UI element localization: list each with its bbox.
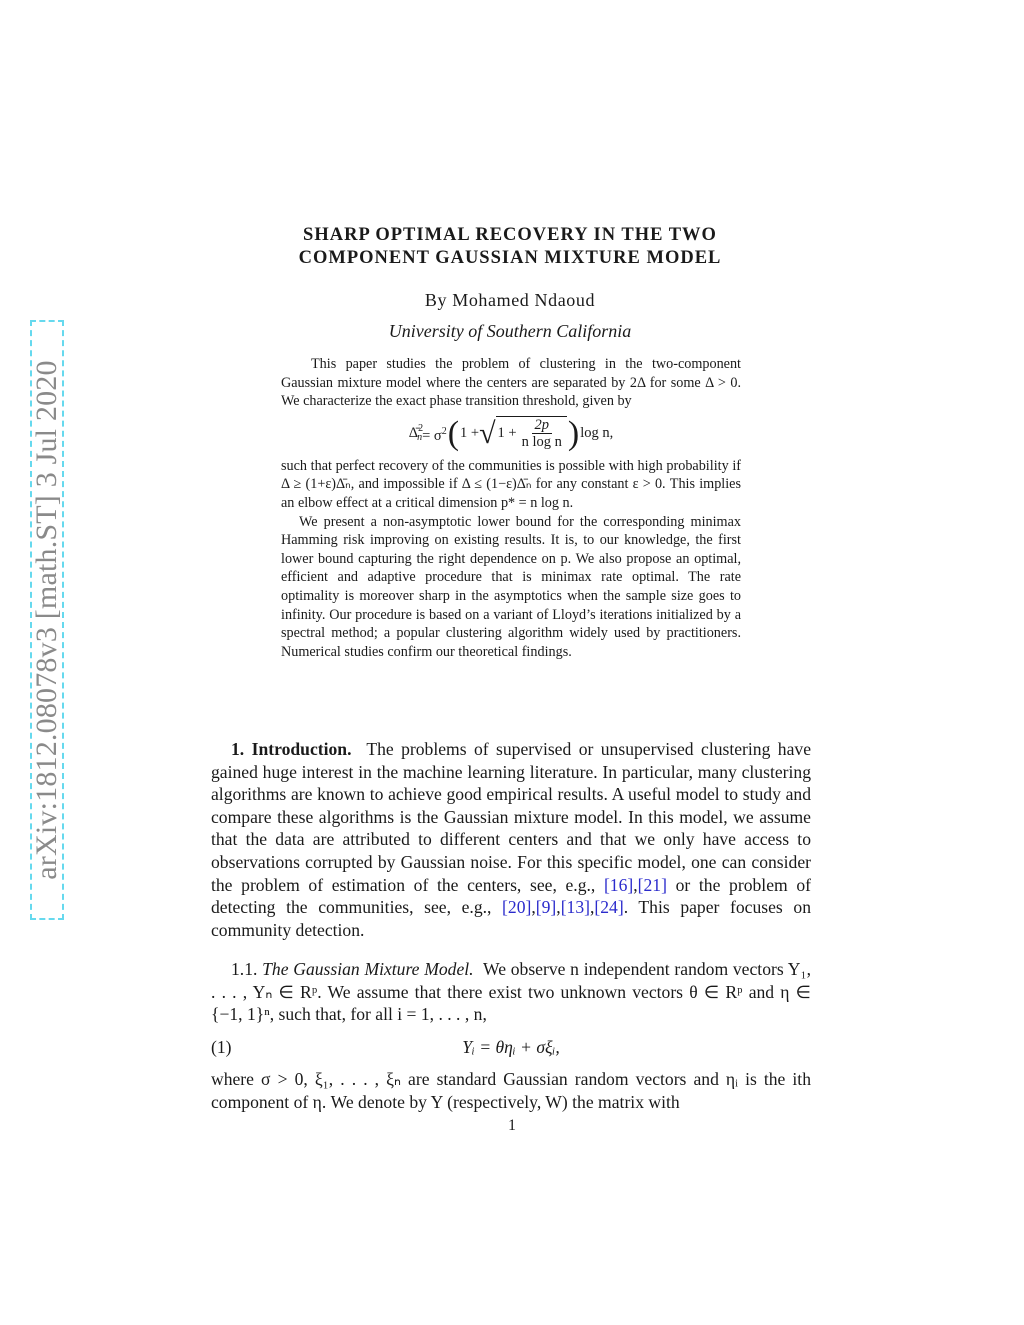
- eq-open-paren: (: [447, 414, 460, 452]
- eq-lhs: Δ̄$^2_n$: [408, 422, 424, 444]
- introduction-paragraph: 1. Introduction. The problems of supervised or unsupervised clustering have gained huge interest in the machine learning literature. In particular, many clustering algorithms are known to achieve good empirical results. A useful model to study and compare these algorithms is the Gaussian mixture model. In this model, we assume that the data are attributed to different centers and that we only have access to observations corrupted by Gaussian noise. For this specific model, one can consider the problem of estimation of the centers, see, e.g., [16],[21] or the problem of detecting the communities, see, e.g., [20],[9],[13],[24]. This paper focuses on community detection.: [211, 739, 812, 940]
- arxiv-stamp: [30, 320, 64, 920]
- subsection-title: The Gaussian Mixture Model.: [262, 959, 474, 979]
- arxiv-stamp-text: arXiv:1812.08078v3 [math.ST] 3 Jul 2020: [30, 360, 63, 880]
- page-number: 1: [508, 1117, 516, 1134]
- after-equation-text: [211, 1068, 811, 1113]
- title-line-2: COMPONENT GAUSSIAN MIXTURE MODEL: [298, 248, 722, 268]
- eq-sqrt: √ 1 + $\frac{2p}{\text{n log n}}$: [479, 418, 567, 450]
- subsection-number: 1.1.: [231, 959, 258, 979]
- citation-9[interactable]: [9]: [535, 897, 557, 918]
- abstract-paragraph-1b: such that perfect recovery of the communities is possible with high probability if Δ ≥ (1+ε)Δ̄ₙ, and impossible if Δ ≤ (1−ε)Δ̄ₙ for any constant ε > 0. This implies an elbow effect at a critical dimension p* = n log n.: [281, 457, 741, 511]
- after-equation-paragraph: where σ > 0, ξ₁, . . . , ξₙ are standard Gaussian random vectors and ηᵢ is the ith component of η. We denote by Y (respectively, W) the matrix with: [211, 1069, 811, 1112]
- citation-21[interactable]: [21]: [637, 874, 667, 895]
- affiliation: University of Southern California: [388, 321, 632, 341]
- eq-fraction: [519, 417, 565, 450]
- eq-numerator: 2p: [532, 417, 553, 434]
- equation-1-label: (1): [211, 1037, 232, 1057]
- paper-title: [210, 224, 810, 270]
- author: By Mohamed Ndaoud: [424, 290, 596, 310]
- eq-denominator: n log n: [521, 433, 562, 450]
- equation-1: [211, 1037, 811, 1061]
- threshold-equation: [281, 411, 741, 457]
- eq-close-paren: ): [567, 414, 580, 452]
- eq-one-plus: 1 +: [460, 425, 480, 442]
- citation-16[interactable]: [16]: [603, 874, 634, 895]
- gmm-subsection: [211, 958, 811, 1026]
- eq-tail: log n,: [580, 425, 614, 442]
- section-heading-introduction: 1. Introduction.: [231, 739, 352, 759]
- abstract-paragraph-1a: This paper studies the problem of clustering in the two-component Gaussian mixture model where the centers are separated by 2Δ for some Δ > 0. We characterize the exact phase transition threshold, given by: [281, 356, 741, 410]
- eq-inner-one-plus: 1 +: [497, 424, 517, 441]
- abstract: [281, 355, 741, 661]
- equation-1-body: Yᵢ = θηᵢ + σξᵢ,: [462, 1037, 560, 1057]
- introduction-section: [211, 738, 811, 941]
- title-line-1: SHARP OPTIMAL RECOVERY IN THE TWO: [303, 225, 717, 245]
- eq-equals-sigma: = $\sigma^2$: [422, 425, 447, 444]
- gmm-paragraph: 1.1. The Gaussian Mixture Model. We observe n independent random vectors Y₁, . . . , Yₙ ∈ Rᵖ. We assume that there exist two unknown vectors θ ∈ Rᵖ and η ∈ {−1, 1}ⁿ, such that, for all i = 1, . . . , n,: [211, 959, 812, 1025]
- abstract-paragraph-2: We present a non-asymptotic lower bound for the corresponding minimax Hamming risk improving on existing results. It is, to our knowledge, the first lower bound capturing the right dependence on p. We also propose an optimal, efficient and adaptive procedure that is minimax rate optimal. The rate optimality is moreover sharp in the asymptotics when the sample size goes to infinity. Our procedure is based on a variant of Lloyd’s iterations initialized by a spectral method; a popular clustering algorithm widely used by practitioners. Numerical studies confirm our theoretical findings.: [281, 513, 741, 660]
- citation-20[interactable]: [20]: [502, 897, 532, 918]
- citation-24[interactable]: [24]: [594, 897, 624, 918]
- citation-13[interactable]: [13]: [560, 897, 590, 918]
